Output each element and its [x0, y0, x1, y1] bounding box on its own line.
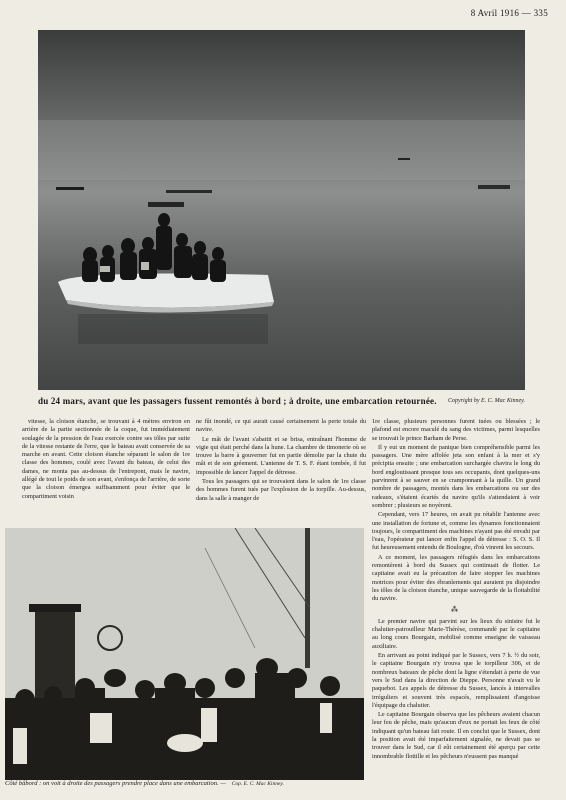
paragraph: A ce moment, les passagers réfugiés dans les embarcations remontèrent à bord du Sussex qui continuait de flotter. Le capitaine avait eu la précaution de faire stopper les machines motrices pour éviter des ébranlements qui auraient pu disjoindre les tôles de la cloison étanche, unique sauvegarde de la flottabilité du navire.	[372, 553, 540, 603]
text-column-3	[372, 418, 540, 790]
bottom-photograph	[5, 528, 364, 780]
bottom-caption-text: Côté bâbord : on voit à droite des passagers prendre place dans une embarcation. —	[5, 780, 227, 787]
raft-at-sea-illustration	[38, 30, 525, 390]
deck-crowd-illustration	[5, 528, 364, 780]
bottom-photo-credit: Cop. E. C. Mac Kinney.	[231, 781, 284, 787]
top-photo-caption	[38, 392, 525, 410]
paragraph: Cependant, vers 17 heures, on avait pu rétablir l'antenne avec une installation de fortune et, comme les dynamos fonctionnaient toujours, le compartiment des machines n'ayant pas été envahi par l'eau, l'opérateur put lancer enfin l'appel de détresse : S. O. S. Il fut heureusement entendu de Boulogne, d'où vinrent les secours.	[372, 511, 540, 552]
top-caption-text: du 24 mars, avant que les passagers fussent remontés à bord ; à droite, une embarcation retournée.	[38, 396, 437, 406]
paragraph: Le premier navire qui parvint sur les lieux du sinistre fut le chalutier-patrouilleur Marie-Thérèse, commandé par le capitaine au long cours Bourgain, mobilisé comme enseigne de vaisseau auxiliaire.	[372, 617, 540, 650]
paragraph: ne fût inondé, ce qui aurait causé certainement la perte totale du navire.	[196, 418, 366, 434]
paragraph: 1re classe, plusieurs personnes furent tuées ou blessées ; le plafond est encore maculé du sang des victimes, parmi lesquelles se trouvait le prince Barham de Perse.	[372, 418, 540, 442]
text-column-1	[22, 418, 190, 538]
paragraph: Tous les passagers qui se trouvaient dans le salon de 1re classe des hommes furent tués par l'explosion de la torpille. Au-dessus, dans la salle à manger de	[196, 478, 366, 502]
paragraph: vitesse, la cloison étanche, se trouvant à 4 mètres environ en arrière de la partie sectionnée de la coque, fut immédiatement soulagée de la pression de l'eau exercée contre ses tôles par suite de la vitesse restante de l'erre, que le bateau avait conservée de sa marche en avant. Cette cloison étanche séparant le salon de 1re classe des hommes, coulé avec l'avant du bateau, de celui des dames, ne monta pas au-dessus de l'entrepont, mais le navire, allégé de tout le poids de son avant, s'enfonça de l'arrière, de sorte que la cloison émergea suffisamment pour éviter que le compartiment voisin	[22, 418, 190, 500]
top-photograph	[38, 30, 525, 390]
paragraph: Le mât de l'avant s'abattit et se brisa, entraînant l'homme de vigie qui était perché dans la hune. La chambre de timonerie où se trouve la barre à gouverner fut en partie démolie par la chute du mât et de son gréement. L'antenne de T. S. F. étant tombée, il fut impossible de lancer l'appel de détresse.	[196, 435, 366, 476]
bottom-photo-caption	[5, 780, 364, 794]
paragraph: Il y eut un moment de panique bien compréhensible parmi les passagers. Une mère affolée jeta son enfant à la mer et s'y précipita ensuite ; une embarcation surchargée chavira le long du bord engloutissant presque tous ses occupants, dont quelques-uns parvinrent à se sauver en se cramponnant à la quille. Un grand nombre de passagers, montés dans les embarcations ou sur des radeaux, s'étaient écartés du navire qu'ils s'attendaient à voir sombrer ; plusieurs se noyèrent.	[372, 443, 540, 509]
page-header	[0, 8, 548, 22]
paragraph: Le capitaine Bourgain observa que les pêcheurs avaient chacun leur feu de pêche, mais qu'aucun d'eux ne portait les feux de côté indiquant qu'un bateau fait route. Il en conclut que le Sussex, dont la position avait été imparfaitement signalée, ne devait pas se trouver dans le Sud, car il eût certainement été aperçu par cette innombrable flottille et les pêcheurs n'eussent pas manqué	[372, 711, 540, 760]
paragraph: En arrivant au point indiqué par le Sussex, vers 7 h. ½ du soir, le capitaine Bourgain n'y trouva que le torpilleur 306, et de nombreux bateaux de pêche dont la ligne s'étendait à perte de vue vers le Sud dans la direction de Dieppe. Personne n'avait vu le paquebot. Les appels de détresse du Sussex, lancés à intervalles irréguliers et souvent très espacés, remplissaient d'angoisse l'équipage du chalutier.	[372, 652, 540, 709]
top-photo-credit: Copyright by E. C. Mac Kinney.	[448, 398, 525, 404]
text-column-2	[196, 418, 366, 538]
section-separator: ⁂	[451, 605, 461, 614]
page-date-number: 8 Avril 1916 — 335	[470, 8, 548, 18]
